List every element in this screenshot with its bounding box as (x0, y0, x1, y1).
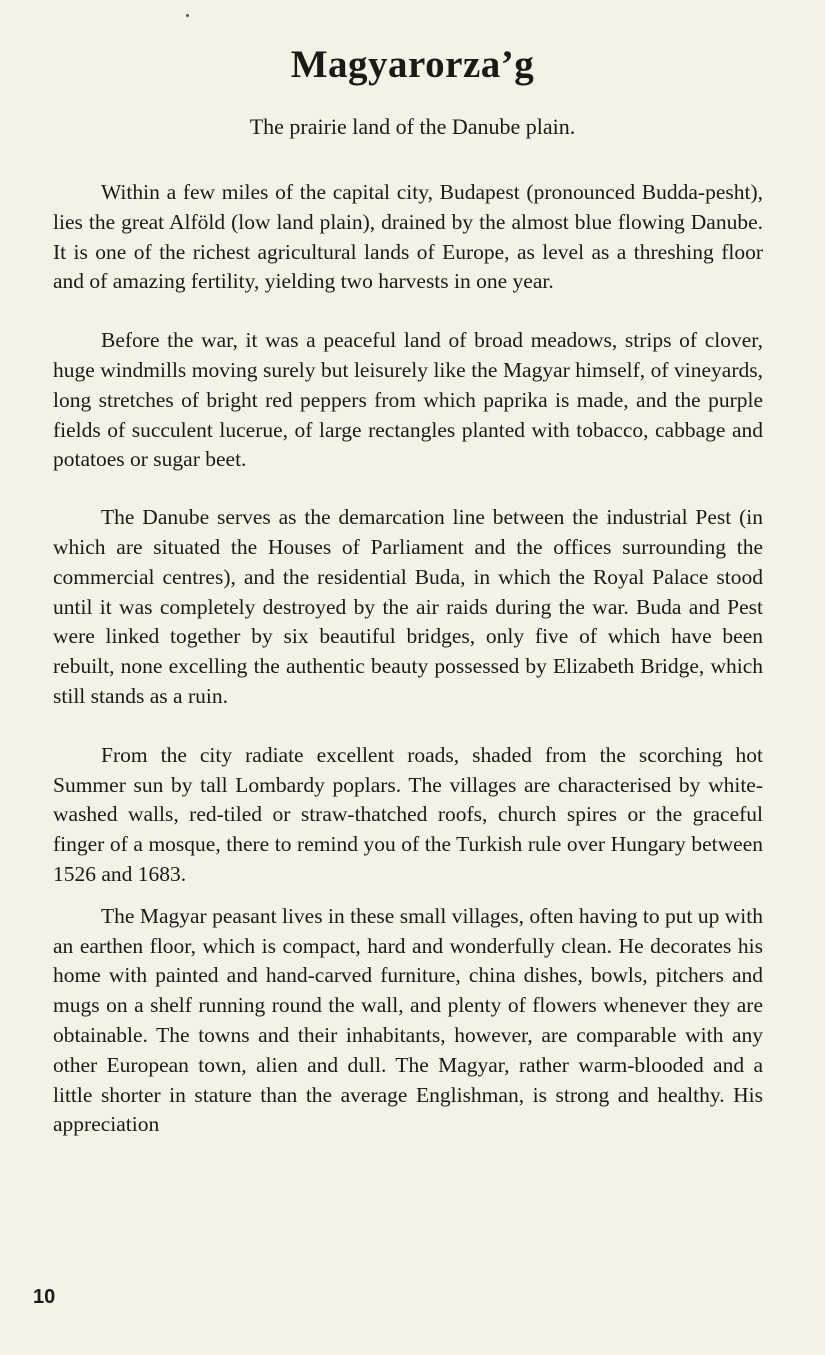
paragraph-magyar-peasant: The Magyar peasant lives in these small villages, often having to put up with an earthen floor, which is compact, hard and wonderfully clean. He decorates his home with painted and hand-carved furniture, china dishes, bowls, pitchers and mugs on a shelf running round the wall, and plenty of flowers whenever they are obtainable. The towns and their inhabitants, however, are comparable with any other European town, alien and dull. The Magyar, rather warm-blooded and a little shorter in stature than the average Englishman, is strong and healthy. His appreciation (53, 903, 763, 1137)
print-speck (186, 14, 189, 17)
paragraph-buda-pest: The Danube serves as the demarcation line between the industrial Pest (in which are situated the Houses of Parliament and the offices surrounding the commercial centres), and the residential Buda, in which the Royal Palace stood until it was completely destroyed by the air raids during the war. Buda and Pest were linked together by six beautiful bridges, only five of which have been rebuilt, none excelling the authentic beauty possessed by Elizabeth Bridge, which still stands as a ruin. (53, 505, 763, 708)
body-text (53, 178, 763, 1140)
page-number: 10 (33, 1286, 56, 1308)
page-title: Magyarorza’g (290, 43, 535, 86)
paragraph-before-war: Before the war, it was a peaceful land of broad meadows, strips of clover, huge windmills moving surely but leisurely like the Magyar himself, of vineyards, long stretches of bright red peppers from which paprika is made, and the purple fields of succulent lucerue, of large rectangles planted with tobacco, cabbage and potatoes or sugar beet. (53, 328, 763, 472)
paragraph-alfold: Within a few miles of the capital city, Budapest (pronounced Budda-pesht), lies the great Alföld (low land plain), drained by the almost blue flowing Danube. It is one of the richest agricultural lands of Europe, as level as a threshing floor and of amazing fertility, yielding two harvests in one year. (53, 180, 763, 294)
page-subtitle: The prairie land of the Danube plain. (249, 114, 576, 139)
paragraph-roads-villages: From the city radiate excellent roads, shaded from the scorching hot Summer sun by tall Lombardy poplars. The villages are characterised by white-washed walls, red-tiled or straw-thatched roofs, church spires or the graceful finger of a mosque, there to remind you of the Turkish rule over Hungary between 1526 and 1683. (53, 742, 763, 886)
